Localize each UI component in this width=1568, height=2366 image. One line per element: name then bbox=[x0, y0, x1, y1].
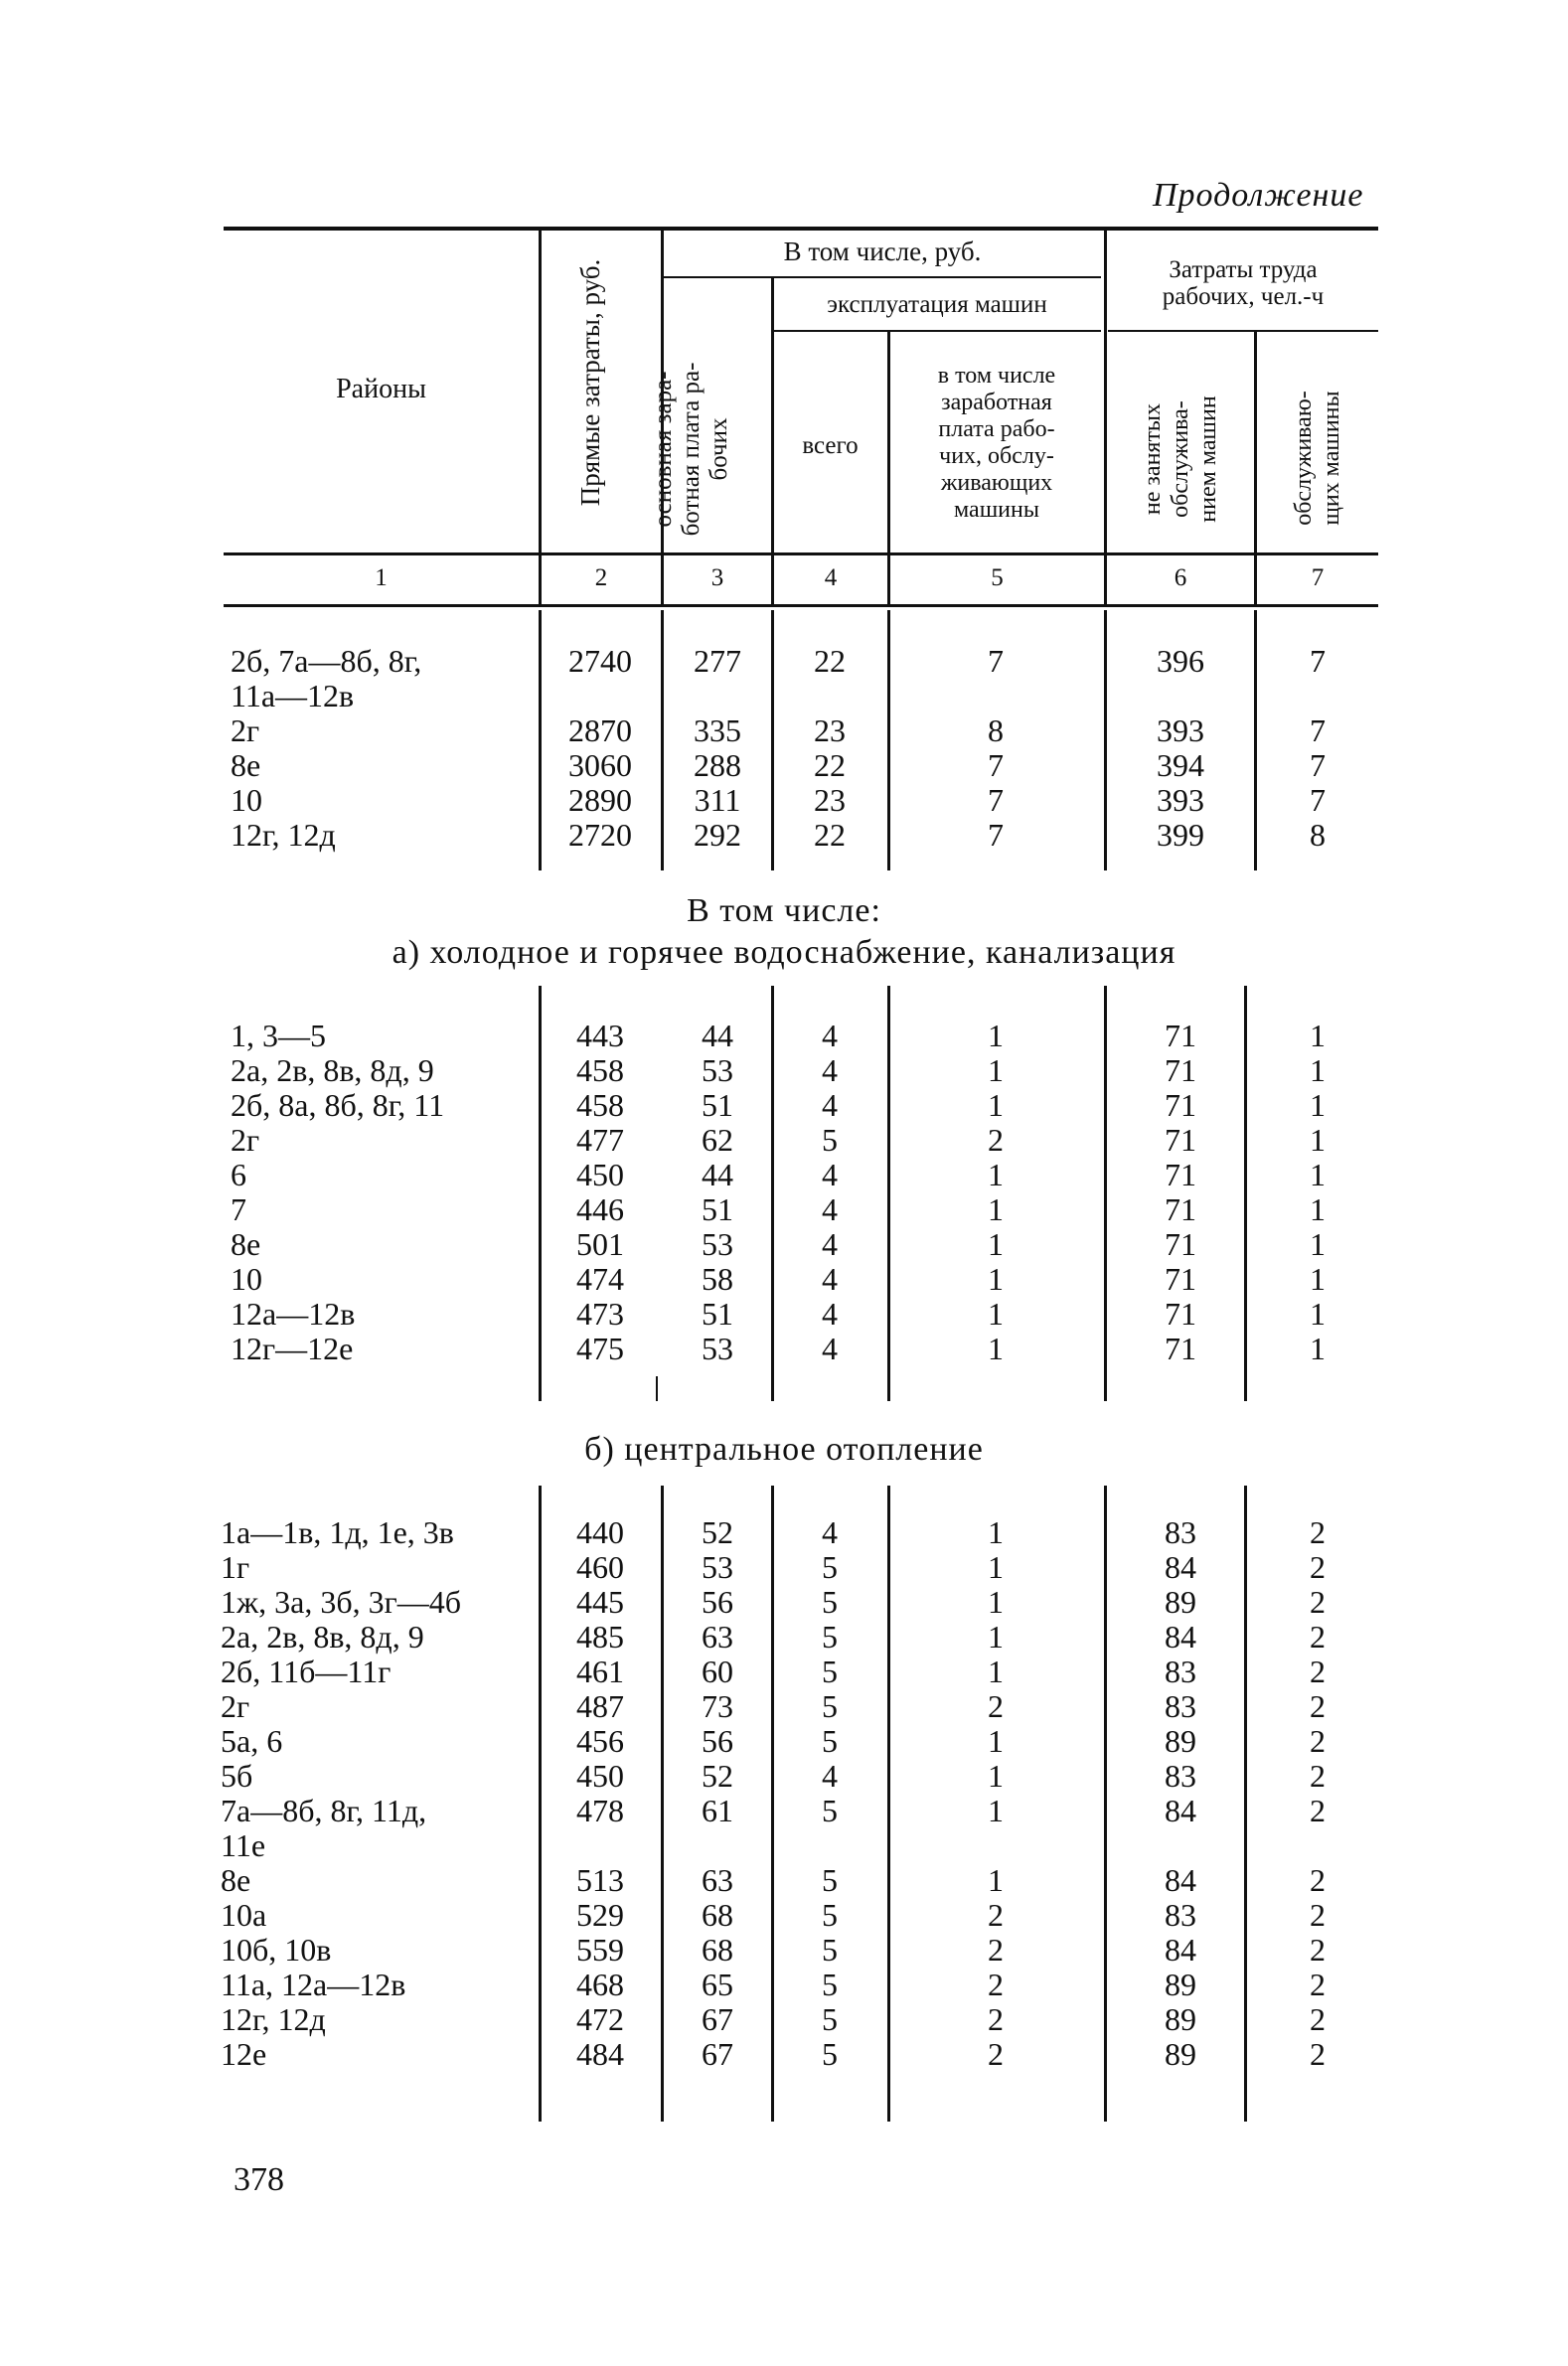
s0-cell: 8 bbox=[1310, 817, 1326, 853]
sa-districts bbox=[231, 1019, 444, 1366]
sb-cell: 56 bbox=[702, 1723, 733, 1759]
sb-cell: 440 bbox=[576, 1514, 624, 1550]
sb-district: 11а, 12а—12в bbox=[221, 1967, 406, 2002]
sa-cell: 71 bbox=[1165, 1296, 1196, 1332]
sa-cell: 2 bbox=[988, 1122, 1004, 1158]
sa-district: 8е bbox=[231, 1226, 261, 1262]
sa-vrule-1 bbox=[539, 986, 542, 1401]
sa-cell: 477 bbox=[576, 1122, 624, 1158]
sb-district: 11е bbox=[221, 1827, 266, 1863]
sb-cell: 559 bbox=[576, 1932, 624, 1968]
sb-cell: 2 bbox=[1310, 1584, 1326, 1620]
sa-cell: 71 bbox=[1165, 1018, 1196, 1053]
s0-cell: 2720 bbox=[568, 817, 632, 853]
sb-cell: 2 bbox=[988, 2036, 1004, 2072]
sb-cell: 63 bbox=[702, 1619, 733, 1655]
sa-cell: 1 bbox=[988, 1157, 1004, 1192]
header-vrule-1 bbox=[539, 231, 542, 606]
sb-cell: 63 bbox=[702, 1862, 733, 1898]
sa-cell: 1 bbox=[988, 1052, 1004, 1088]
sa-cell: 71 bbox=[1165, 1191, 1196, 1227]
s0-cell: 8 bbox=[988, 712, 1004, 748]
s0-vrule-4 bbox=[887, 610, 890, 870]
s0-cell: 22 bbox=[814, 643, 846, 679]
s0-cell: 22 bbox=[814, 747, 846, 783]
sb-district: 12г, 12д bbox=[221, 2001, 326, 2037]
sb-cell: 60 bbox=[702, 1654, 733, 1689]
colnum-3: 3 bbox=[710, 564, 724, 591]
sb-cell: 1 bbox=[988, 1514, 1004, 1550]
s0-cell: 2740 bbox=[568, 643, 632, 679]
sb-cell: 460 bbox=[576, 1549, 624, 1585]
machines-group-rule bbox=[773, 330, 1101, 332]
sa-cell: 1 bbox=[988, 1296, 1004, 1332]
sb-cell: 5 bbox=[822, 1862, 838, 1898]
sb-cell: 2 bbox=[1310, 1758, 1326, 1794]
sb-cell: 1 bbox=[988, 1723, 1004, 1759]
sb-cell: 450 bbox=[576, 1758, 624, 1794]
s0-cell: 7 bbox=[988, 643, 1004, 679]
sb-cell: 89 bbox=[1165, 2036, 1196, 2072]
sb-cell: 513 bbox=[576, 1862, 624, 1898]
sa-cell: 71 bbox=[1165, 1226, 1196, 1262]
sa-cell: 4 bbox=[822, 1226, 838, 1262]
sa-cell: 4 bbox=[822, 1331, 838, 1366]
header-bottom-rule bbox=[224, 604, 1378, 607]
sa-cell: 458 bbox=[576, 1052, 624, 1088]
header-base-wage-line3: бочих bbox=[706, 417, 732, 481]
sa-cell: 4 bbox=[822, 1087, 838, 1123]
header-base-wage bbox=[650, 324, 733, 574]
sa-district: 6 bbox=[231, 1157, 246, 1192]
sa-cell: 1 bbox=[1310, 1331, 1326, 1366]
sb-vrule-1 bbox=[539, 1486, 542, 2122]
header-labor-machine-line2: щих машины bbox=[1319, 391, 1344, 526]
header-labor-line1: Затраты труда bbox=[1169, 256, 1318, 283]
sa-cell: 62 bbox=[702, 1122, 733, 1158]
sa-district: 2б, 8а, 8б, 8г, 11 bbox=[231, 1087, 445, 1123]
sa-cell: 4 bbox=[822, 1296, 838, 1332]
sa-vrule-5 bbox=[1104, 986, 1107, 1401]
s0-cell: 7 bbox=[1310, 643, 1326, 679]
sa-cell: 1 bbox=[1310, 1122, 1326, 1158]
sb-district: 10б, 10в bbox=[221, 1932, 332, 1968]
sb-district: 8е bbox=[221, 1862, 251, 1898]
sa-district: 7 bbox=[231, 1191, 246, 1227]
sa-cell: 474 bbox=[576, 1261, 624, 1297]
sb-cell: 2 bbox=[988, 1967, 1004, 2002]
sb-cell: 5 bbox=[822, 2001, 838, 2037]
sa-district: 1, 3—5 bbox=[231, 1018, 326, 1053]
sa-cell: 475 bbox=[576, 1331, 624, 1366]
sb-cell: 5 bbox=[822, 1619, 838, 1655]
sb-cell: 2 bbox=[1310, 1723, 1326, 1759]
sa-vrule-4 bbox=[887, 986, 890, 1401]
sb-cell: 5 bbox=[822, 1897, 838, 1933]
sb-district: 10а bbox=[221, 1897, 267, 1933]
s0-vrule-1 bbox=[539, 610, 542, 870]
sb-cell: 84 bbox=[1165, 1793, 1196, 1828]
sb-cell: 2 bbox=[1310, 1932, 1326, 1968]
sb-cell: 73 bbox=[702, 1688, 733, 1724]
s0-cell: 23 bbox=[814, 712, 846, 748]
sb-vrule-6 bbox=[1244, 1486, 1247, 2122]
s0-cell: 396 bbox=[1157, 643, 1204, 679]
sb-cell: 468 bbox=[576, 1967, 624, 2002]
header-labor-machine bbox=[1290, 334, 1345, 582]
sa-cell: 1 bbox=[1310, 1191, 1326, 1227]
sb-cell: 52 bbox=[702, 1514, 733, 1550]
sa-cell: 58 bbox=[702, 1261, 733, 1297]
sb-district: 2г bbox=[221, 1688, 250, 1724]
sb-cell: 5 bbox=[822, 2036, 838, 2072]
sb-cell: 1 bbox=[988, 1862, 1004, 1898]
s0-districts bbox=[231, 644, 421, 853]
section-b-title: б) центральное отопление bbox=[584, 1431, 984, 1468]
sb-cell: 478 bbox=[576, 1793, 624, 1828]
sa-cell: 1 bbox=[1310, 1261, 1326, 1297]
sa-vrule-6 bbox=[1244, 986, 1247, 1401]
sb-cell: 2 bbox=[988, 1897, 1004, 1933]
sb-cell: 461 bbox=[576, 1654, 624, 1689]
sb-cell: 83 bbox=[1165, 1758, 1196, 1794]
sb-cell: 5 bbox=[822, 1932, 838, 1968]
sa-cell: 1 bbox=[988, 1087, 1004, 1123]
header-machine-wage-line2: заработная bbox=[941, 390, 1052, 415]
sa-cell: 1 bbox=[988, 1191, 1004, 1227]
s0-cell: 399 bbox=[1157, 817, 1204, 853]
sa-cell: 1 bbox=[1310, 1052, 1326, 1088]
colnum-2: 2 bbox=[594, 564, 608, 591]
header-top-rule bbox=[224, 227, 1378, 231]
sb-cell: 529 bbox=[576, 1897, 624, 1933]
header-machine-wage-line4: чих, обслу- bbox=[939, 443, 1054, 469]
sb-cell: 456 bbox=[576, 1723, 624, 1759]
sb-cell: 5 bbox=[822, 1967, 838, 2002]
sb-cell: 484 bbox=[576, 2036, 624, 2072]
sb-cell: 2 bbox=[1310, 2001, 1326, 2037]
sb-cell: 2 bbox=[1310, 1793, 1326, 1828]
sb-cell: 1 bbox=[988, 1619, 1004, 1655]
s0-cell: 3060 bbox=[568, 747, 632, 783]
colnum-4: 4 bbox=[824, 564, 838, 591]
sa-cell: 44 bbox=[702, 1018, 733, 1053]
sa-district: 2а, 2в, 8в, 8д, 9 bbox=[231, 1052, 434, 1088]
sb-cell: 84 bbox=[1165, 1862, 1196, 1898]
sb-cell: 5 bbox=[822, 1654, 838, 1689]
s0-cell: 393 bbox=[1157, 782, 1204, 818]
sb-cell: 68 bbox=[702, 1932, 733, 1968]
sa-cell: 51 bbox=[702, 1191, 733, 1227]
sb-cell: 5 bbox=[822, 1723, 838, 1759]
s0-district: 11а—12в bbox=[231, 678, 355, 713]
continuation-label: Продолжение bbox=[1153, 177, 1364, 214]
sa-cell: 446 bbox=[576, 1191, 624, 1227]
sb-cell: 83 bbox=[1165, 1654, 1196, 1689]
s0-cell: 7 bbox=[988, 782, 1004, 818]
s0-cell: 2890 bbox=[568, 782, 632, 818]
sb-cell: 2 bbox=[988, 1932, 1004, 1968]
sb-cell: 84 bbox=[1165, 1549, 1196, 1585]
sa-district: 12а—12в bbox=[231, 1296, 356, 1332]
sb-cell: 445 bbox=[576, 1584, 624, 1620]
sb-cell: 2 bbox=[1310, 2036, 1326, 2072]
sa-cell: 71 bbox=[1165, 1052, 1196, 1088]
sb-cell: 89 bbox=[1165, 1967, 1196, 2002]
sb-cell: 53 bbox=[702, 1549, 733, 1585]
sa-cell: 4 bbox=[822, 1052, 838, 1088]
sa-cell: 53 bbox=[702, 1331, 733, 1366]
s0-cell: 22 bbox=[814, 817, 846, 853]
sb-cell: 2 bbox=[1310, 1549, 1326, 1585]
sb-district: 5б bbox=[221, 1758, 253, 1794]
sa-cell: 1 bbox=[988, 1226, 1004, 1262]
sa-cell: 1 bbox=[988, 1331, 1004, 1366]
section-a-title: а) холодное и горячее водоснабжение, канализация bbox=[392, 934, 1176, 971]
sb-cell: 83 bbox=[1165, 1688, 1196, 1724]
sa-cell: 1 bbox=[1310, 1226, 1326, 1262]
s0-cell: 7 bbox=[1310, 712, 1326, 748]
including-group-rule bbox=[664, 276, 1101, 278]
sb-cell: 472 bbox=[576, 2001, 624, 2037]
sb-cell: 84 bbox=[1165, 1619, 1196, 1655]
s0-cell: 288 bbox=[694, 747, 741, 783]
sa-cell: 1 bbox=[1310, 1157, 1326, 1192]
header-base-wage-line1: основная зара- bbox=[650, 371, 677, 528]
s0-district: 2г bbox=[231, 712, 260, 748]
sb-cell: 65 bbox=[702, 1967, 733, 2002]
sa-cell: 71 bbox=[1165, 1157, 1196, 1192]
header-labor-not-machine-line1: не занятых bbox=[1140, 402, 1166, 516]
sb-cell: 67 bbox=[702, 2036, 733, 2072]
sb-cell: 52 bbox=[702, 1758, 733, 1794]
s0-district: 8е bbox=[231, 747, 261, 783]
sb-vrule-4 bbox=[887, 1486, 890, 2122]
sb-cell: 89 bbox=[1165, 1723, 1196, 1759]
sb-cell: 5 bbox=[822, 1549, 838, 1585]
s0-district: 2б, 7а—8б, 8г, bbox=[231, 643, 422, 679]
s0-cell: 23 bbox=[814, 782, 846, 818]
sb-district: 1а—1в, 1д, 1е, 3в bbox=[221, 1514, 454, 1550]
sb-cell: 5 bbox=[822, 1688, 838, 1724]
header-machine-wage bbox=[890, 363, 1103, 524]
sa-cell: 1 bbox=[988, 1261, 1004, 1297]
sb-vrule-5 bbox=[1104, 1486, 1107, 2122]
s0-cell: 335 bbox=[694, 712, 741, 748]
s0-cell: 7 bbox=[988, 817, 1004, 853]
sa-cell: 51 bbox=[702, 1087, 733, 1123]
sa-cell: 1 bbox=[1310, 1296, 1326, 1332]
sb-cell: 4 bbox=[822, 1758, 838, 1794]
sb-cell: 83 bbox=[1165, 1897, 1196, 1933]
sa-cell: 4 bbox=[822, 1261, 838, 1297]
sb-cell: 2 bbox=[1310, 1862, 1326, 1898]
header-vrule-5 bbox=[1104, 231, 1107, 606]
sa-cell: 1 bbox=[988, 1018, 1004, 1053]
sb-cell: 2 bbox=[1310, 1688, 1326, 1724]
sb-cell: 1 bbox=[988, 1584, 1004, 1620]
header-labor-line2: рабочих, чел.-ч bbox=[1162, 283, 1325, 310]
colnum-5: 5 bbox=[991, 564, 1004, 591]
header-labor-group bbox=[1108, 256, 1378, 310]
sb-district: 12е bbox=[221, 2036, 267, 2072]
sb-cell: 1 bbox=[988, 1758, 1004, 1794]
header-labor-machine-line1: обслуживаю- bbox=[1291, 391, 1317, 526]
header-machine-wage-line6: машины bbox=[954, 497, 1039, 523]
sb-cell: 84 bbox=[1165, 1932, 1196, 1968]
sb-cell: 56 bbox=[702, 1584, 733, 1620]
sa-cell: 53 bbox=[702, 1226, 733, 1262]
header-machines-group: эксплуатация машин bbox=[827, 291, 1047, 318]
sb-district: 7а—8б, 8г, 11д, bbox=[221, 1793, 427, 1828]
page-number: 378 bbox=[234, 2161, 284, 2198]
header-base-wage-line2: ботная плата ра- bbox=[678, 362, 705, 537]
header-including-group: В том числе, руб. bbox=[783, 237, 982, 266]
header-labor-not-machine-line3: нием машин bbox=[1195, 395, 1221, 523]
sb-district: 1ж, 3а, 3б, 3г—4б bbox=[221, 1584, 461, 1620]
sa-district: 12г—12е bbox=[231, 1331, 354, 1366]
sb-district: 2а, 2в, 8в, 8д, 9 bbox=[221, 1619, 424, 1655]
colnum-6: 6 bbox=[1174, 564, 1187, 591]
s0-district: 12г, 12д bbox=[231, 817, 336, 853]
sa-cell: 4 bbox=[822, 1191, 838, 1227]
sa-district: 2г bbox=[231, 1122, 260, 1158]
s0-cell: 292 bbox=[694, 817, 741, 853]
sb-cell: 2 bbox=[988, 1688, 1004, 1724]
sb-cell: 2 bbox=[1310, 1897, 1326, 1933]
s0-cell: 7 bbox=[1310, 782, 1326, 818]
header-machine-wage-line3: плата рабо- bbox=[938, 416, 1055, 442]
sb-cell: 5 bbox=[822, 1584, 838, 1620]
sa-cell: 4 bbox=[822, 1018, 838, 1053]
sa-cell: 53 bbox=[702, 1052, 733, 1088]
sb-cell: 4 bbox=[822, 1514, 838, 1550]
sa-cell: 44 bbox=[702, 1157, 733, 1192]
sa-cell: 473 bbox=[576, 1296, 624, 1332]
sb-cell: 1 bbox=[988, 1654, 1004, 1689]
sb-district: 2б, 11б—11г bbox=[221, 1654, 392, 1689]
s0-district: 10 bbox=[231, 782, 262, 818]
sa-cell: 443 bbox=[576, 1018, 624, 1053]
sa-vrule-1b bbox=[656, 1376, 658, 1401]
sb-cell: 1 bbox=[988, 1549, 1004, 1585]
sb-cell: 485 bbox=[576, 1619, 624, 1655]
sa-cell: 71 bbox=[1165, 1122, 1196, 1158]
sa-cell: 71 bbox=[1165, 1087, 1196, 1123]
sb-district: 5а, 6 bbox=[221, 1723, 283, 1759]
sb-cell: 2 bbox=[1310, 1619, 1326, 1655]
sb-districts bbox=[221, 1515, 461, 2072]
sb-cell: 83 bbox=[1165, 1514, 1196, 1550]
s0-vrule-6 bbox=[1254, 610, 1257, 870]
sa-cell: 1 bbox=[1310, 1087, 1326, 1123]
sb-cell: 487 bbox=[576, 1688, 624, 1724]
sa-cell: 71 bbox=[1165, 1261, 1196, 1297]
sa-cell: 450 bbox=[576, 1157, 624, 1192]
s0-cell: 311 bbox=[694, 782, 741, 818]
sb-cell: 2 bbox=[1310, 1967, 1326, 2002]
s0-cell: 7 bbox=[1310, 747, 1326, 783]
sb-cell: 89 bbox=[1165, 2001, 1196, 2037]
s0-cell: 393 bbox=[1157, 712, 1204, 748]
labor-group-rule bbox=[1108, 330, 1378, 332]
sa-cell: 501 bbox=[576, 1226, 624, 1262]
sb-cell: 89 bbox=[1165, 1584, 1196, 1620]
sa-cell: 458 bbox=[576, 1087, 624, 1123]
sa-district: 10 bbox=[231, 1261, 262, 1297]
sb-district: 1г bbox=[221, 1549, 250, 1585]
sa-cell: 51 bbox=[702, 1296, 733, 1332]
header-machine-wage-line5: живающих bbox=[940, 470, 1053, 496]
s0-cell: 2870 bbox=[568, 712, 632, 748]
s0-cell: 277 bbox=[694, 643, 741, 679]
sb-cell: 61 bbox=[702, 1793, 733, 1828]
s0-vrule-5 bbox=[1104, 610, 1107, 870]
header-direct-costs: Прямые затраты, руб. bbox=[575, 258, 605, 507]
colnum-1: 1 bbox=[375, 564, 388, 591]
header-labor-not-machine bbox=[1139, 335, 1222, 583]
sb-cell: 2 bbox=[1310, 1514, 1326, 1550]
sb-cell: 68 bbox=[702, 1897, 733, 1933]
header-machine-wage-line1: в том числе bbox=[937, 363, 1056, 389]
header-total: всего bbox=[802, 432, 859, 459]
sb-cell: 1 bbox=[988, 1793, 1004, 1828]
sa-cell: 1 bbox=[1310, 1018, 1326, 1053]
sb-cell: 67 bbox=[702, 2001, 733, 2037]
sa-cell: 5 bbox=[822, 1122, 838, 1158]
section-a-intro: В том числе: bbox=[687, 892, 881, 929]
sa-cell: 4 bbox=[822, 1157, 838, 1192]
sb-cell: 2 bbox=[1310, 1654, 1326, 1689]
s0-cell: 394 bbox=[1157, 747, 1204, 783]
header-districts: Районы bbox=[336, 374, 426, 404]
sa-cell: 71 bbox=[1165, 1331, 1196, 1366]
sb-cell: 2 bbox=[988, 2001, 1004, 2037]
s0-cell: 7 bbox=[988, 747, 1004, 783]
colnum-7: 7 bbox=[1311, 564, 1325, 591]
header-labor-not-machine-line2: обслужива- bbox=[1168, 400, 1193, 518]
sb-cell: 5 bbox=[822, 1793, 838, 1828]
